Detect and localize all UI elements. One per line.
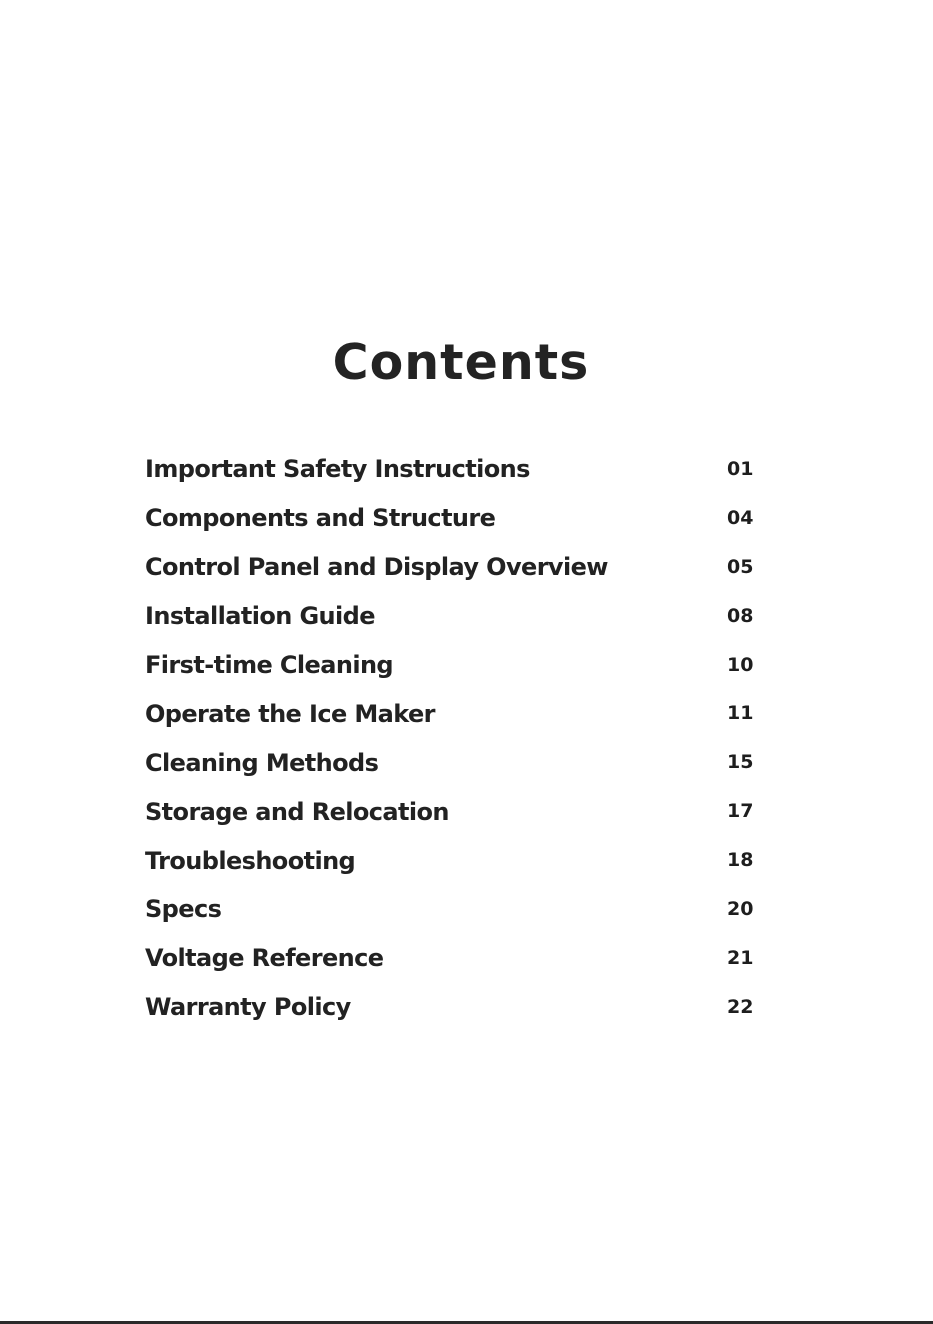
toc-entry[interactable] <box>145 934 760 983</box>
toc-entry[interactable] <box>145 983 760 1032</box>
toc-entry-page-number: 04 <box>727 506 754 529</box>
toc-entry-label: Cleaning Methods <box>145 748 379 777</box>
toc-entry-label: Important Safety Instructions <box>145 455 530 484</box>
toc-entry-label: Specs <box>145 895 222 924</box>
toc-entry-page-number: 17 <box>727 800 754 823</box>
toc-entry[interactable] <box>145 641 760 690</box>
toc-entry[interactable] <box>145 836 760 885</box>
toc-entry-page-number: 08 <box>727 604 754 627</box>
toc-entry-label: First-time Cleaning <box>145 651 394 679</box>
toc-entry[interactable] <box>145 445 760 494</box>
table-of-contents <box>145 445 760 1032</box>
toc-entry[interactable] <box>145 494 760 543</box>
toc-entry-page-number: 10 <box>727 653 754 676</box>
toc-entry-page-number: 18 <box>727 849 754 872</box>
toc-entry-label: Warranty Policy <box>145 993 351 1022</box>
toc-entry-label: Control Panel and Display Overview <box>145 553 608 582</box>
toc-entry[interactable] <box>145 592 760 641</box>
toc-entry-label: Installation Guide <box>145 602 375 631</box>
toc-entry-label: Troubleshooting <box>145 846 356 875</box>
toc-entry-page-number: 22 <box>727 995 754 1018</box>
toc-entry-page-number: 01 <box>727 458 754 480</box>
toc-entry[interactable] <box>145 885 760 934</box>
toc-entry-page-number: 20 <box>727 898 754 921</box>
toc-entry-label: Storage and Relocation <box>145 797 449 826</box>
page-title: Contents <box>332 334 590 391</box>
toc-entry-page-number: 11 <box>727 702 754 725</box>
toc-entry-page-number: 15 <box>727 751 754 774</box>
toc-entry-label: Voltage Reference <box>145 944 384 973</box>
toc-entry-label: Operate the Ice Maker <box>145 699 435 728</box>
toc-entry-page-number: 21 <box>727 946 754 969</box>
toc-entry-label: Components and Structure <box>145 504 496 533</box>
toc-entry[interactable] <box>145 787 760 836</box>
toc-entry[interactable] <box>145 738 760 787</box>
toc-entry[interactable] <box>145 689 760 738</box>
toc-entry[interactable] <box>145 543 760 592</box>
toc-entry-page-number: 05 <box>727 555 754 578</box>
